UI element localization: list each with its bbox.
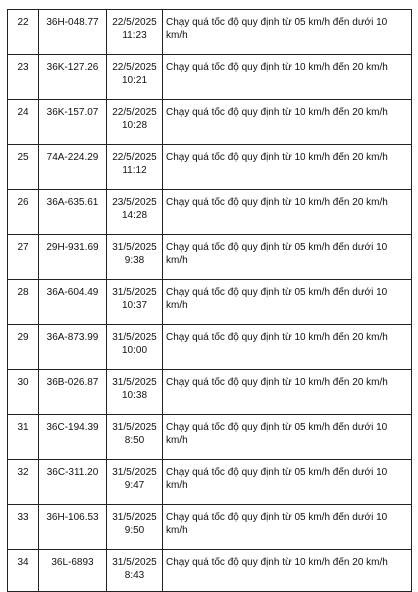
row-number-text: 23 xyxy=(17,62,29,73)
row-number-text: 30 xyxy=(17,377,29,388)
violation-description-text: Chạy quá tốc độ quy định từ 05 km/h đến dưới 10 km/h xyxy=(166,512,388,536)
violation-date: 31/5/2025 xyxy=(112,467,157,478)
violation-datetime xyxy=(107,325,163,370)
license-plate-text: 29H-931.69 xyxy=(46,242,99,253)
violation-date: 31/5/2025 xyxy=(112,242,157,253)
violation-time: 10:00 xyxy=(121,345,148,356)
table-row xyxy=(8,550,412,592)
violation-description xyxy=(163,325,412,370)
table-row xyxy=(8,460,412,505)
violation-datetime xyxy=(107,460,163,505)
violation-datetime xyxy=(107,550,163,592)
violations-table xyxy=(7,9,412,592)
violation-description-text: Chạy quá tốc độ quy định từ 10 km/h đến 20 km/h xyxy=(166,332,388,343)
row-number xyxy=(8,415,39,460)
violation-description-text: Chạy quá tốc độ quy định từ 10 km/h đến 20 km/h xyxy=(166,107,388,118)
violation-date: 31/5/2025 xyxy=(112,377,157,388)
license-plate-text: 36A-604.49 xyxy=(46,287,99,298)
violation-description-text: Chạy quá tốc độ quy định từ 05 km/h đến dưới 10 km/h xyxy=(166,242,388,266)
table-row xyxy=(8,190,412,235)
license-plate-text: 36K-157.07 xyxy=(46,107,99,118)
violation-description xyxy=(163,190,412,235)
row-number xyxy=(8,190,39,235)
table-row xyxy=(8,100,412,145)
violation-time: 8:43 xyxy=(124,570,145,581)
violation-time: 10:21 xyxy=(121,75,148,86)
violation-description xyxy=(163,55,412,100)
violation-description xyxy=(163,370,412,415)
row-number-text: 32 xyxy=(17,467,29,478)
license-plate xyxy=(39,280,107,325)
row-number-text: 28 xyxy=(17,287,29,298)
violation-time: 11:12 xyxy=(122,165,147,176)
license-plate xyxy=(39,235,107,280)
violation-description-text: Chạy quá tốc độ quy định từ 10 km/h đến 20 km/h xyxy=(166,557,388,568)
license-plate xyxy=(39,505,107,550)
violation-description xyxy=(163,415,412,460)
violation-date: 22/5/2025 xyxy=(112,62,157,73)
violation-datetime xyxy=(107,505,163,550)
violation-description-text: Chạy quá tốc độ quy định từ 10 km/h đến 20 km/h xyxy=(166,62,388,73)
license-plate xyxy=(39,370,107,415)
violation-description xyxy=(163,100,412,145)
table-row xyxy=(8,55,412,100)
violation-date: 31/5/2025 xyxy=(112,512,157,523)
violation-description-text: Chạy quá tốc độ quy định từ 05 km/h đến dưới 10 km/h xyxy=(166,422,388,446)
license-plate xyxy=(39,55,107,100)
license-plate-text: 36H-048.77 xyxy=(46,17,99,28)
violation-date: 31/5/2025 xyxy=(112,422,157,433)
license-plate-text: 36A-873.99 xyxy=(46,332,99,343)
row-number xyxy=(8,370,39,415)
table-row xyxy=(8,370,412,415)
violation-date: 23/5/2025 xyxy=(112,197,157,208)
violation-datetime xyxy=(107,55,163,100)
violation-datetime xyxy=(107,10,163,55)
violation-time: 14:28 xyxy=(121,210,148,221)
violation-description-text: Chạy quá tốc độ quy định từ 10 km/h đến 20 km/h xyxy=(166,197,388,208)
row-number xyxy=(8,505,39,550)
violation-time: 9:50 xyxy=(124,525,145,536)
row-number-text: 33 xyxy=(17,512,29,523)
violation-time: 10:38 xyxy=(121,390,148,401)
row-number xyxy=(8,460,39,505)
license-plate xyxy=(39,550,107,592)
row-number xyxy=(8,145,39,190)
table-row xyxy=(8,415,412,460)
violation-datetime xyxy=(107,145,163,190)
license-plate-text: 36K-127.26 xyxy=(46,62,99,73)
violations-table-body xyxy=(8,10,412,592)
row-number xyxy=(8,55,39,100)
license-plate-text: 36H-106.53 xyxy=(46,512,99,523)
violation-datetime xyxy=(107,235,163,280)
table-row xyxy=(8,325,412,370)
license-plate xyxy=(39,100,107,145)
license-plate-text: 36L-6893 xyxy=(51,557,94,568)
violation-description-text: Chạy quá tốc độ quy định từ 05 km/h đến dưới 10 km/h xyxy=(166,287,388,311)
table-row xyxy=(8,505,412,550)
license-plate xyxy=(39,10,107,55)
violation-datetime xyxy=(107,415,163,460)
row-number xyxy=(8,280,39,325)
table-row xyxy=(8,145,412,190)
violation-description xyxy=(163,280,412,325)
violation-description xyxy=(163,460,412,505)
row-number-text: 22 xyxy=(17,17,29,28)
row-number-text: 26 xyxy=(17,197,29,208)
license-plate-text: 36C-311.20 xyxy=(46,467,99,478)
license-plate-text: 74A-224.29 xyxy=(46,152,99,163)
table-row xyxy=(8,235,412,280)
row-number-text: 25 xyxy=(17,152,29,163)
license-plate xyxy=(39,325,107,370)
violation-description xyxy=(163,10,412,55)
violation-date: 31/5/2025 xyxy=(112,332,157,343)
violation-time: 9:38 xyxy=(124,255,145,266)
license-plate-text: 36B-026.87 xyxy=(46,377,99,388)
violation-datetime xyxy=(107,100,163,145)
row-number xyxy=(8,100,39,145)
violation-description-text: Chạy quá tốc độ quy định từ 05 km/h đến dưới 10 km/h xyxy=(166,467,388,491)
violation-date: 22/5/2025 xyxy=(112,152,157,163)
row-number xyxy=(8,325,39,370)
row-number-text: 29 xyxy=(17,332,29,343)
violation-date: 31/5/2025 xyxy=(112,287,157,298)
violation-description xyxy=(163,145,412,190)
license-plate xyxy=(39,415,107,460)
violation-time: 11:23 xyxy=(122,30,147,41)
license-plate xyxy=(39,460,107,505)
violation-description-text: Chạy quá tốc độ quy định từ 10 km/h đến 20 km/h xyxy=(166,377,388,388)
violation-date: 22/5/2025 xyxy=(112,107,157,118)
table-row xyxy=(8,280,412,325)
row-number-text: 31 xyxy=(17,422,29,433)
license-plate-text: 36C-194.39 xyxy=(46,422,99,433)
row-number xyxy=(8,10,39,55)
violation-time: 9:47 xyxy=(124,480,145,491)
violation-time: 10:28 xyxy=(121,120,148,131)
row-number xyxy=(8,550,39,592)
license-plate xyxy=(39,145,107,190)
row-number xyxy=(8,235,39,280)
row-number-text: 24 xyxy=(17,107,29,118)
violation-description-text: Chạy quá tốc độ quy định từ 10 km/h đến 20 km/h xyxy=(166,152,388,163)
license-plate-text: 36A-635.61 xyxy=(46,197,99,208)
table-row xyxy=(8,10,412,55)
violation-description xyxy=(163,235,412,280)
violation-time: 8:50 xyxy=(124,435,145,446)
violation-description xyxy=(163,550,412,592)
violation-datetime xyxy=(107,190,163,235)
row-number-text: 34 xyxy=(17,557,29,568)
license-plate xyxy=(39,190,107,235)
violation-time: 10:37 xyxy=(121,300,148,311)
violation-date: 22/5/2025 xyxy=(112,17,157,28)
violation-description-text: Chạy quá tốc độ quy định từ 05 km/h đến dưới 10 km/h xyxy=(166,17,388,41)
violation-date: 31/5/2025 xyxy=(112,557,157,568)
row-number-text: 27 xyxy=(17,242,29,253)
violation-description xyxy=(163,505,412,550)
violation-datetime xyxy=(107,370,163,415)
violation-datetime xyxy=(107,280,163,325)
